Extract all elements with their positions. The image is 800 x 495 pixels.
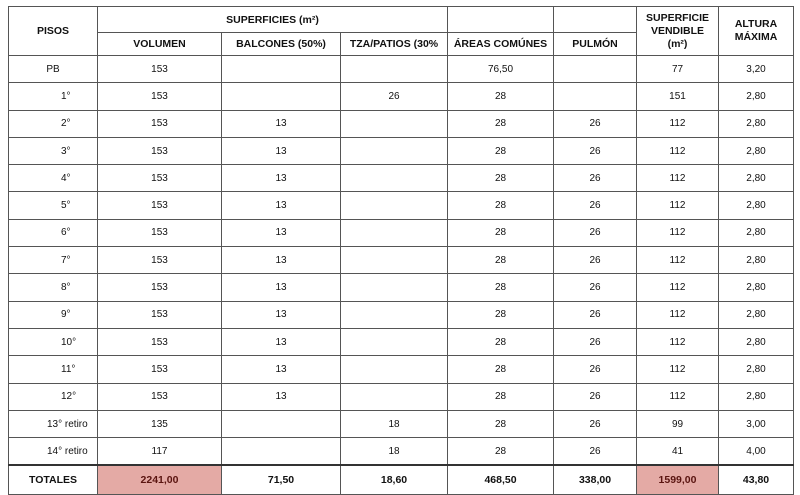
cell-balcones [222,410,341,437]
cell-volumen: 153 [98,110,222,137]
cell-pulmon: 26 [554,219,637,246]
cell-terrazas [341,328,448,355]
cell-altura: 2,80 [719,219,794,246]
cell-altura: 2,80 [719,192,794,219]
cell-altura: 2,80 [719,137,794,164]
cell-volumen: 153 [98,192,222,219]
cell-piso: 13° retiro [9,410,98,437]
cell-volumen: 135 [98,410,222,437]
cell-balcones: 13 [222,274,341,301]
cell-balcones: 13 [222,137,341,164]
cell-altura: 2,80 [719,356,794,383]
cell-piso: PB [9,56,98,83]
cell-pulmon: 26 [554,274,637,301]
table-row [9,110,794,137]
table-row [9,274,794,301]
cell-pulmon [554,83,637,110]
cell-vendible: 112 [637,137,719,164]
table-row [9,410,794,437]
cell-vendible: 112 [637,274,719,301]
table-row [9,219,794,246]
cell-vendible: 77 [637,56,719,83]
cell-areas: 28 [448,137,554,164]
cell-pulmon: 26 [554,301,637,328]
cell-vendible: 112 [637,110,719,137]
cell-volumen: 153 [98,247,222,274]
cell-pulmon: 26 [554,356,637,383]
header-balcones: BALCONES (50%) [222,33,341,56]
header-areas-comunes: ÁREAS COMÚNES [448,33,554,56]
cell-areas: 28 [448,83,554,110]
header-row-top [9,7,794,33]
cell-pulmon: 26 [554,328,637,355]
cell-altura: 2,80 [719,165,794,192]
cell-vendible: 99 [637,410,719,437]
cell-areas: 28 [448,110,554,137]
header-altura-line1: ALTURA [734,18,778,30]
cell-piso: 4° [9,165,98,192]
cell-areas: 28 [448,356,554,383]
cell-volumen: 153 [98,301,222,328]
cell-volumen: 153 [98,83,222,110]
cell-altura: 2,80 [719,110,794,137]
table-row [9,301,794,328]
table-row [9,247,794,274]
cell-terrazas: 18 [341,438,448,466]
cell-pulmon: 26 [554,137,637,164]
cell-pulmon: 26 [554,383,637,410]
cell-altura: 3,20 [719,56,794,83]
cell-balcones: 13 [222,219,341,246]
cell-volumen: 153 [98,137,222,164]
table-row [9,137,794,164]
table-row [9,438,794,466]
cell-volumen: 153 [98,356,222,383]
cell-terrazas [341,301,448,328]
cell-pulmon: 26 [554,192,637,219]
total-pulmon: 338,00 [554,465,637,495]
cell-areas: 28 [448,247,554,274]
floor-area-table [8,6,794,495]
cell-areas: 28 [448,328,554,355]
cell-pulmon [554,56,637,83]
cell-terrazas [341,356,448,383]
cell-pulmon: 26 [554,110,637,137]
cell-areas: 28 [448,383,554,410]
header-pisos: PISOS [9,7,98,56]
cell-volumen: 153 [98,219,222,246]
header-vendible-line3: (m²) [667,37,688,50]
cell-piso: 11° [9,356,98,383]
total-balcones: 71,50 [222,465,341,495]
cell-terrazas: 18 [341,410,448,437]
cell-areas: 76,50 [448,56,554,83]
cell-piso: 1° [9,83,98,110]
cell-balcones [222,56,341,83]
cell-piso: 9° [9,301,98,328]
cell-volumen: 153 [98,383,222,410]
total-volumen: 2241,00 [98,465,222,495]
cell-balcones: 13 [222,301,341,328]
table-row [9,328,794,355]
cell-pulmon: 26 [554,247,637,274]
table-row [9,192,794,219]
total-vendible: 1599,00 [637,465,719,495]
cell-vendible: 151 [637,83,719,110]
cell-piso: 2° [9,110,98,137]
cell-terrazas [341,137,448,164]
cell-vendible: 112 [637,165,719,192]
cell-vendible: 112 [637,383,719,410]
cell-balcones: 13 [222,247,341,274]
cell-terrazas [341,219,448,246]
cell-areas: 28 [448,165,554,192]
cell-altura: 2,80 [719,83,794,110]
cell-areas: 28 [448,301,554,328]
cell-altura: 3,00 [719,410,794,437]
totals-label: TOTALES [9,465,98,495]
cell-balcones: 13 [222,328,341,355]
header-superficies: SUPERFICIES (m²) [98,7,448,33]
header-terrazas: TZA/PATIOS (30% [341,33,448,56]
totals-row [9,465,794,495]
table-row [9,165,794,192]
header-superficie-vendible [637,7,719,56]
table-row [9,83,794,110]
cell-volumen: 153 [98,274,222,301]
cell-volumen: 153 [98,165,222,192]
cell-altura: 2,80 [719,274,794,301]
table-row [9,356,794,383]
total-areas: 468,50 [448,465,554,495]
cell-terrazas: 26 [341,83,448,110]
cell-balcones: 13 [222,110,341,137]
cell-piso: 14° retiro [9,438,98,466]
cell-areas: 28 [448,274,554,301]
cell-volumen: 153 [98,56,222,83]
cell-vendible: 112 [637,192,719,219]
cell-terrazas [341,192,448,219]
cell-vendible: 112 [637,247,719,274]
cell-terrazas [341,383,448,410]
header-vendible-line1: SUPERFICIE [646,11,710,24]
cell-areas: 28 [448,219,554,246]
cell-balcones: 13 [222,356,341,383]
header-pulmon: PULMÓN [554,33,637,56]
cell-areas: 28 [448,192,554,219]
cell-balcones: 13 [222,192,341,219]
cell-balcones: 13 [222,165,341,192]
cell-pulmon: 26 [554,165,637,192]
cell-areas: 28 [448,410,554,437]
cell-piso: 6° [9,219,98,246]
cell-altura: 2,80 [719,383,794,410]
cell-vendible: 112 [637,301,719,328]
cell-piso: 8° [9,274,98,301]
header-volumen: VOLUMEN [98,33,222,56]
cell-piso: 10° [9,328,98,355]
cell-balcones: 13 [222,383,341,410]
cell-altura: 2,80 [719,301,794,328]
cell-terrazas [341,110,448,137]
cell-pulmon: 26 [554,438,637,466]
cell-vendible: 112 [637,356,719,383]
cell-terrazas [341,56,448,83]
header-altura-line2: MÁXIMA [734,31,778,43]
total-terrazas: 18,60 [341,465,448,495]
cell-altura: 2,80 [719,328,794,355]
cell-vendible: 41 [637,438,719,466]
header-vendible-line2: VENDIBLE [650,24,705,37]
cell-vendible: 112 [637,328,719,355]
cell-altura: 4,00 [719,438,794,466]
cell-piso: 12° [9,383,98,410]
cell-volumen: 153 [98,328,222,355]
total-altura: 43,80 [719,465,794,495]
cell-vendible: 112 [637,219,719,246]
cell-piso: 7° [9,247,98,274]
cell-pulmon: 26 [554,410,637,437]
cell-terrazas [341,274,448,301]
header-blank-pulmon [554,7,637,33]
cell-terrazas [341,247,448,274]
table-row [9,56,794,83]
cell-balcones [222,438,341,466]
header-altura-maxima [719,7,794,56]
cell-volumen: 117 [98,438,222,466]
cell-altura: 2,80 [719,247,794,274]
cell-balcones [222,83,341,110]
cell-piso: 3° [9,137,98,164]
table-row [9,383,794,410]
cell-areas: 28 [448,438,554,466]
cell-piso: 5° [9,192,98,219]
header-blank-areas [448,7,554,33]
cell-terrazas [341,165,448,192]
